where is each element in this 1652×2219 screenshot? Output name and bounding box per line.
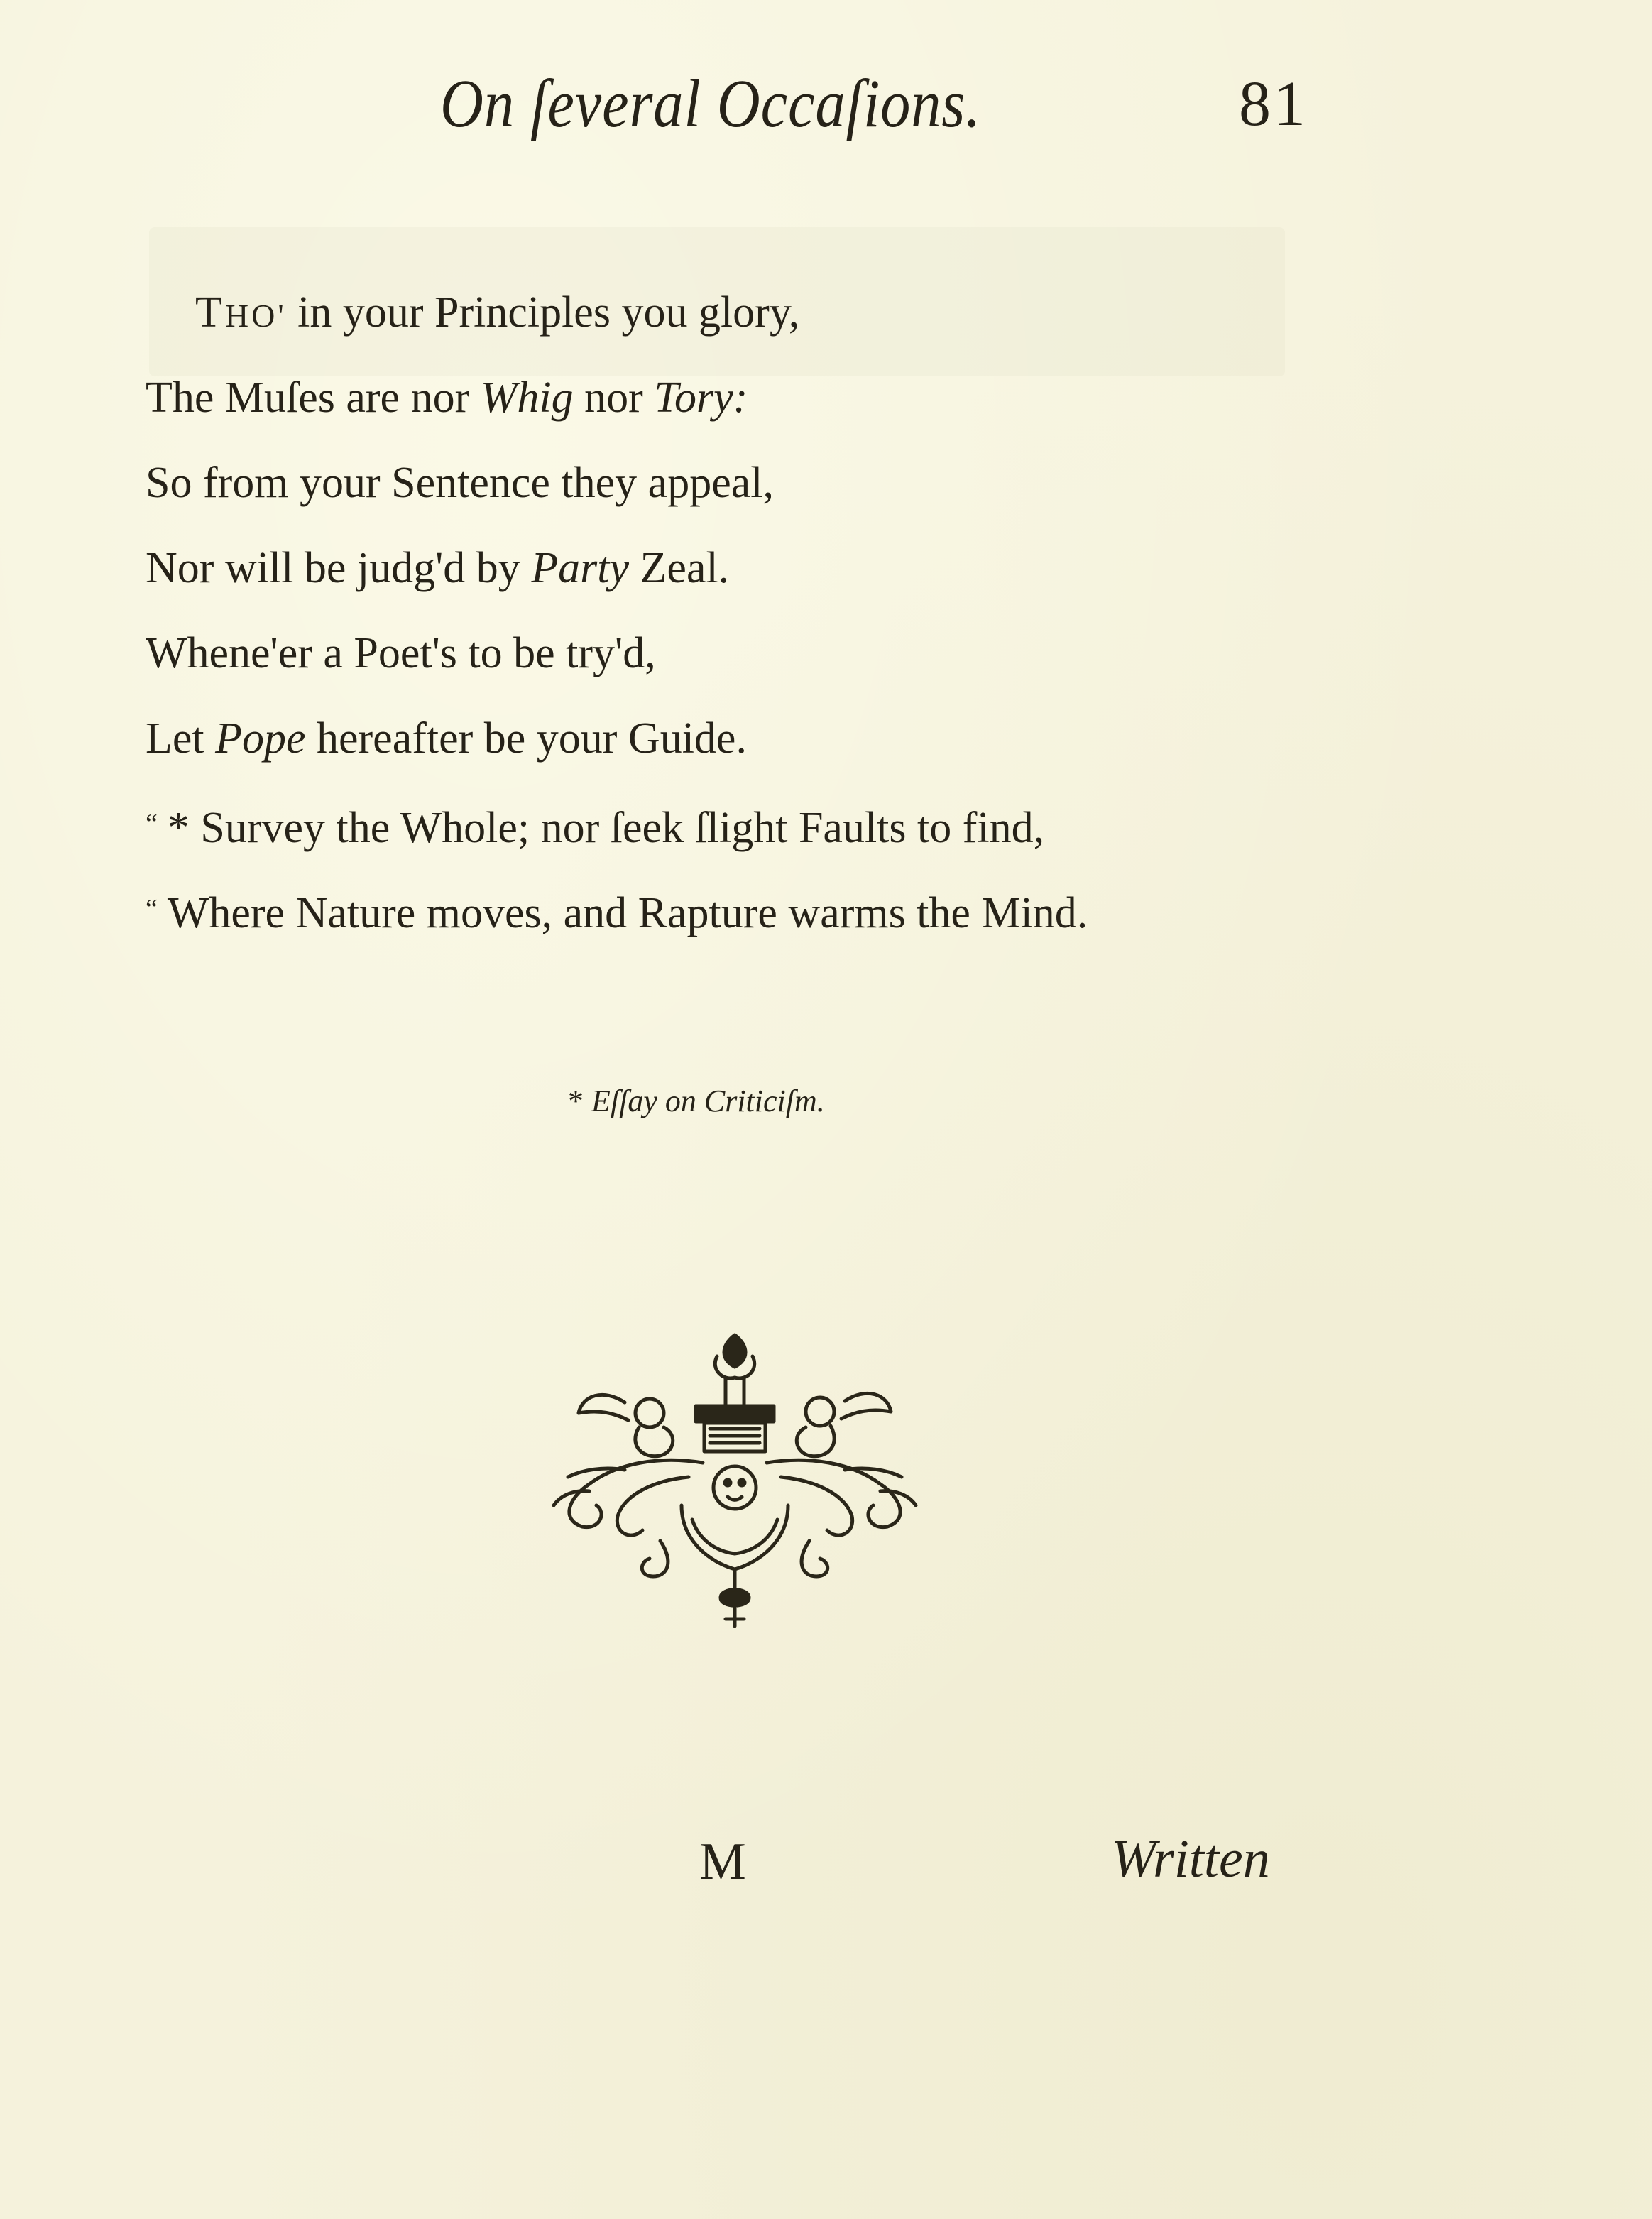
verse-text: Zeal. (629, 544, 730, 592)
verse-text: in your Principles you glory, (286, 288, 800, 337)
verse-line-5 (146, 611, 1352, 696)
footnote-marker: * (568, 1084, 584, 1118)
verse-block (146, 270, 1352, 952)
verse-italic-word: Whig (480, 374, 574, 422)
verse-line-1 (146, 270, 1352, 355)
verse-line-2 (146, 355, 1352, 440)
page-number: 81 (1239, 69, 1308, 139)
verse-text: The Muſes are nor (146, 374, 481, 422)
signature-mark: M (699, 1833, 746, 1891)
verse-text: hereafter be your Guide. (305, 714, 747, 763)
verse-text: Where Nature moves, and Rapture warms the Mind. (167, 889, 1088, 937)
quotation-mark: “ (146, 809, 158, 839)
opening-capital: T (195, 288, 225, 337)
verse-text: nor (573, 374, 655, 422)
catchword: Written (1111, 1829, 1270, 1889)
verse-line-3 (146, 440, 1352, 525)
verse-line-8 (146, 866, 1352, 952)
verse-text: So from your Sentence they appeal, (146, 459, 774, 507)
quotation-mark: “ (146, 894, 158, 924)
footnote-text: Eſſay on Criticiſm. (591, 1084, 825, 1118)
printers-ornament-icon (540, 1328, 930, 1633)
verse-punctuation: : (733, 374, 748, 422)
footnote (568, 1083, 825, 1119)
verse-text: Nor will be judg'd by (146, 544, 532, 592)
verse-text: Whene'er a Poet's to be try'd, (146, 629, 656, 677)
opening-small-caps: HO' (224, 298, 287, 334)
verse-text: Let (146, 714, 216, 763)
verse-line-7 (146, 781, 1352, 866)
opening-word (195, 288, 287, 337)
verse-italic-word: Party (531, 544, 630, 592)
running-head: On ſeveral Occaſions. (440, 65, 982, 141)
verse-text: * Survey the Whole; nor ſeek ſlight Faults to find, (167, 804, 1045, 852)
verse-line-4 (146, 525, 1352, 611)
verse-italic-word: Tory (654, 374, 733, 422)
verse-italic-word: Pope (215, 714, 306, 763)
verse-line-6 (146, 696, 1352, 781)
